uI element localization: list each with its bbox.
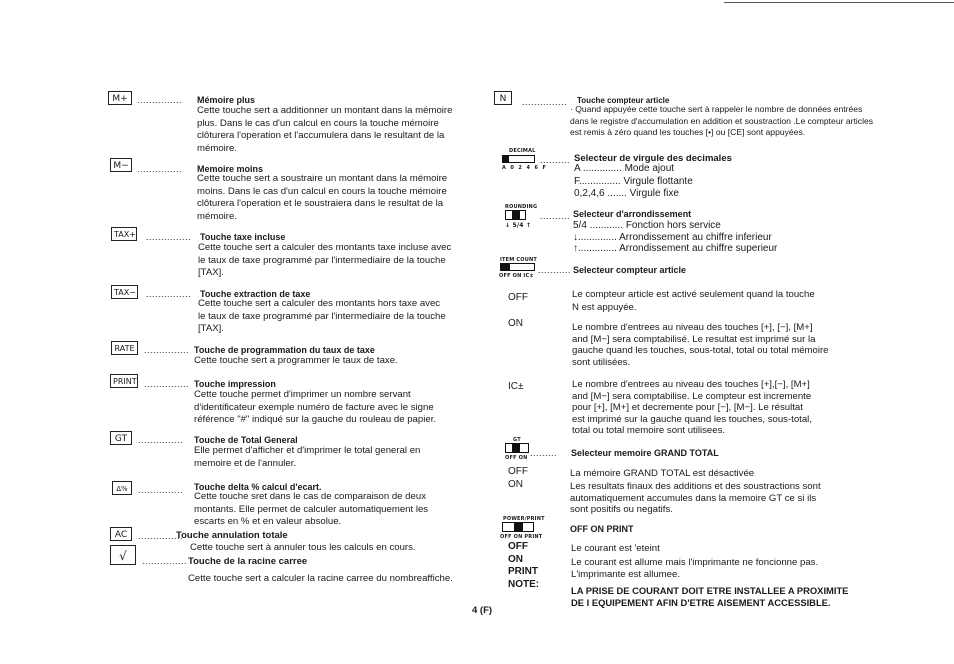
- leader-dots: .........: [530, 448, 558, 458]
- item-desc: Cette touche sert à annuler tous les calculs en cours.: [190, 542, 416, 553]
- row-label: ON: [508, 318, 523, 329]
- key-ac: AC: [110, 527, 132, 541]
- row-label: NOTE:: [508, 579, 540, 590]
- item-title: Touche impression: [194, 379, 276, 389]
- leader-dots: ...............: [144, 379, 190, 389]
- decimal-rows: A .............. Mode ajout F............... Virgule flottante 0,2,4,6 ....... Virgule fixe: [574, 163, 693, 199]
- item-desc: Le nombre d'entrees au niveau des touches [+], [−], [M+] and [M−] sera comptabilisé. Le resultat est imprimé sur la gauche quand les touches, sous-total, total ou total mémoire sont utilisées.: [572, 322, 829, 368]
- leader-dots: ...............: [137, 95, 183, 105]
- switch-label: ITEM COUNT: [500, 257, 537, 263]
- decimal-switch[interactable]: [502, 155, 535, 163]
- item-desc: L'imprimante est allumee.: [571, 569, 681, 580]
- item-title: Touche de Total General: [194, 435, 298, 445]
- item-title: OFF ON PRINT: [570, 524, 634, 534]
- key-rate: RATE: [111, 341, 138, 355]
- switch-positions: A 0 2 4 6 F: [502, 165, 548, 171]
- item-title: Selecteur memoire GRAND TOTAL: [571, 448, 719, 458]
- leader-dots: ...............: [138, 531, 184, 541]
- item-desc: Le courant est 'eteint: [571, 543, 660, 554]
- item-title: Touche extraction de taxe: [200, 289, 311, 299]
- switch-label: ROUNDING: [505, 204, 538, 210]
- item-desc: Le courant est allume mais l'imprimante ne foncionne pas.: [571, 557, 819, 568]
- leader-dots: ..........: [540, 211, 571, 221]
- page-number: 4 (F): [472, 605, 493, 616]
- key-m-plus: M+: [108, 91, 132, 105]
- leader-dots: ..........: [540, 155, 571, 165]
- rounding-switch[interactable]: [505, 210, 526, 220]
- switch-positions: OFF ON PRINT: [500, 534, 543, 540]
- switch-label: GT: [513, 437, 521, 443]
- leader-dots: ...............: [138, 485, 184, 495]
- switch-positions: OFF ON IC±: [499, 273, 534, 279]
- item-desc: Cette touche sert a soustraire un montant dans la mémoire moins. Dans le cas d'un calcul en cours la touche mémoire clôturera l'operation et le soustraiera dans le resultat de la mémoire.: [197, 173, 448, 222]
- key-m-minus: M−: [110, 158, 132, 172]
- leader-dots: ...............: [146, 232, 192, 242]
- row-label: ON: [508, 479, 523, 490]
- item-desc: Le compteur article est activé seulement quand la touche N est appuyée.: [572, 289, 815, 313]
- key-n: N: [494, 91, 512, 105]
- item-desc: Le nombre d'entrees au niveau des touches [+],[−], [M+] and [M−] sera comptabilise. Le compteur est incremente pour [+], [M+] et decremente pour [−], [M−]. Le résultat est imprimé sur la gauche quand les touches, sous-total, total ou total memoire sont utilisees.: [572, 379, 812, 436]
- row-label: OFF: [508, 292, 528, 303]
- item-title: Selecteur compteur article: [573, 265, 687, 275]
- row-label: ON: [508, 554, 523, 565]
- row-label: OFF: [508, 541, 528, 552]
- key-square-root: √: [110, 545, 136, 565]
- switch-label: POWER/PRINT: [503, 516, 545, 522]
- item-title: Selecteur d'arrondissement: [573, 209, 692, 219]
- key-tax-minus: TAX−: [111, 285, 138, 299]
- item-desc: Cette touche permet d'imprimer un nombre servant d'identificateur exemple numéro de facture avec le signe référence "#" indiqué sur la gauche du rouleau de papier.: [194, 389, 437, 425]
- leader-dots: ...............: [142, 556, 188, 566]
- row-label: IC±: [508, 381, 524, 392]
- leader-dots: ...............: [146, 289, 192, 299]
- item-title: Touche compteur article: [577, 96, 670, 105]
- row-label: OFF: [508, 466, 528, 477]
- item-title: Touche annulation totale: [176, 530, 288, 541]
- item-count-switch[interactable]: [500, 263, 535, 271]
- item-desc: Cette touche sert a calculer la racine carree du nombreaffiche.: [188, 573, 453, 584]
- power-print-switch[interactable]: [502, 522, 534, 532]
- item-desc: Cette touche sert a calculer des montants hors taxe avec le taux de taxe programmé par l'intermediaire de la touche [TAX].: [198, 298, 446, 334]
- switch-label: DECIMAL: [509, 148, 536, 154]
- row-label: PRINT: [508, 566, 538, 577]
- switch-positions: OFF ON: [505, 455, 528, 461]
- leader-dots: ...............: [138, 435, 184, 445]
- leader-dots: ...............: [137, 164, 183, 174]
- item-desc: · Quand appuyée cette touche sert à rappeler le nombre de données entrées dans le registre d'accumulation en addition et soustraction .Le compteur articles est remis à zéro quand les touches [•] ou [CE] sont appuyées.: [570, 104, 874, 137]
- leader-dots: ...........: [538, 265, 572, 275]
- item-desc: La mémoire GRAND TOTAL est désactivée: [570, 468, 755, 479]
- key-delta-percent: Δ%: [112, 481, 132, 495]
- item-title: Mémoire plus: [197, 95, 256, 105]
- item-title: Touche de programmation du taux de taxe: [194, 345, 375, 355]
- top-rule: [724, 2, 954, 3]
- item-desc: Cette touche sret dans le cas de comparaison de deux montants. Elle permet de calculer automatiquement les escarts en % et en valeur absolue.: [194, 491, 429, 527]
- item-title: Touche de la racine carree: [188, 556, 308, 567]
- item-desc: Les resultats finaux des additions et des soustractions sont automatiquement accumules dans la memoire GT ce si ils sont positifs ou negatifs.: [570, 481, 821, 515]
- leader-dots: ...............: [144, 345, 190, 355]
- gt-switch[interactable]: [505, 443, 529, 453]
- item-title: Touche taxe incluse: [200, 232, 286, 242]
- rounding-rows: 5/4 ............ Fonction hors service ↓.............. Arrondissement au chiffre inferieur ↑.............. Arrondissement au chiffre superieur: [573, 220, 778, 254]
- switch-positions: ↓ 5/4 ↑: [505, 222, 532, 229]
- leader-dots: ...............: [522, 97, 568, 107]
- item-title: Touche delta % calcul d'ecart.: [194, 482, 322, 492]
- item-title: Memoire moins: [197, 164, 264, 174]
- key-tax-plus: TAX+: [111, 227, 137, 241]
- key-gt: GT: [110, 431, 132, 445]
- safety-note: LA PRISE DE COURANT DOIT ETRE INSTALLEE A PROXIMITE DE I EQUIPEMENT AFIN D'ETRE AISEMENT ACCESSIBLE.: [571, 585, 849, 608]
- key-print: PRINT: [110, 374, 138, 388]
- item-desc: Elle permet d'afficher et d'imprimer le total general en memoire et de l'annuler.: [194, 445, 421, 469]
- item-desc: Cette touche sert a programmer le taux de taxe.: [194, 355, 398, 366]
- item-title: Selecteur de virgule des decimales: [574, 153, 732, 164]
- item-desc: Cette touche sert a calculer des montants taxe incluse avec le taux de taxe programmé par l'intermediaire de la touche [TAX].: [198, 242, 452, 278]
- item-desc: Cette touche sert a additionner un montant dans la mémoire plus. Dans le cas d'un calcul en cours la touche mémoire clôturera l'operation et l'accumulera dans le resultant de la mémoire.: [197, 105, 453, 154]
